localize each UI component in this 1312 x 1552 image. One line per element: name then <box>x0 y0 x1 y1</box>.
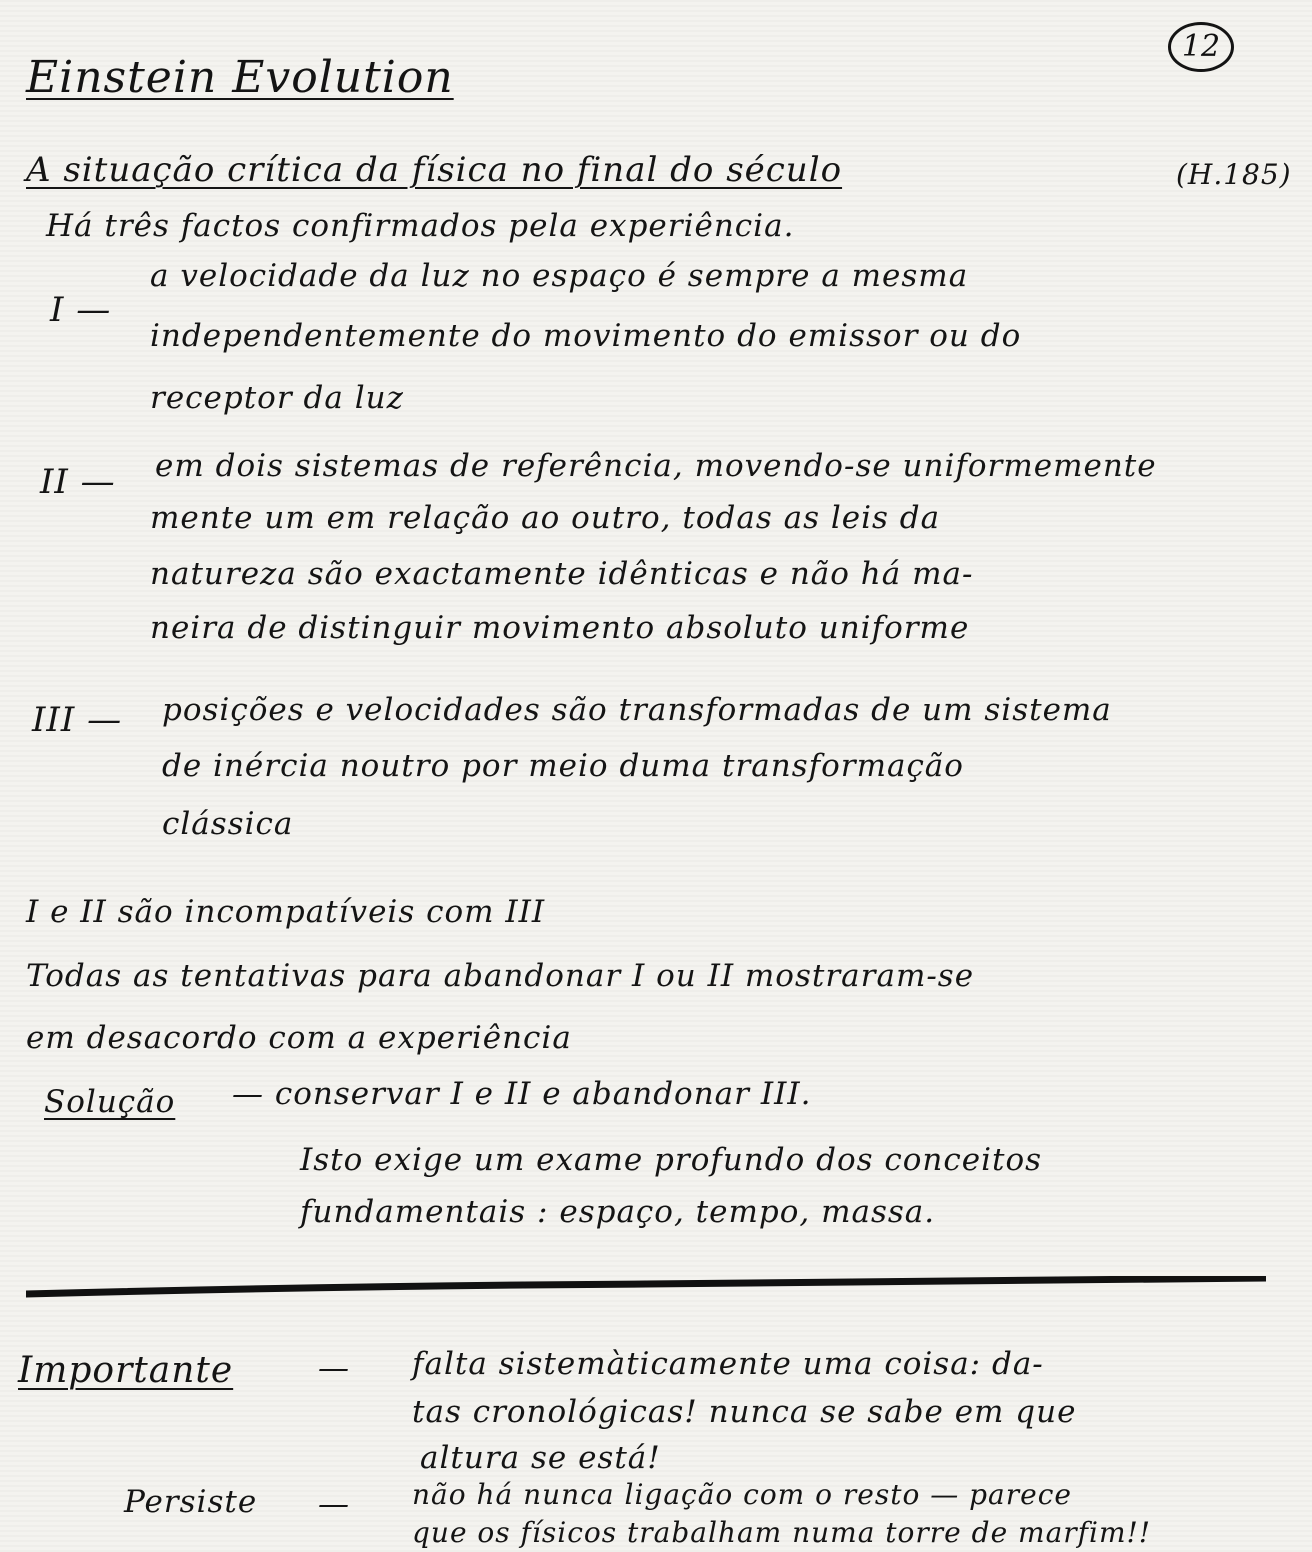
fact-1-line-1: a velocidade da luz no espaço é sempre a mesma <box>150 258 969 294</box>
section-heading: A situação crítica da física no final do século <box>26 150 843 190</box>
fact-2-line-1: em dois sistemas de referência, movendo-se uniformemente <box>155 448 1157 484</box>
important-line-3: altura se está! <box>420 1440 661 1476</box>
conclusion-line-2: Todas as tentativas para abandonar I ou II mostraram-se <box>26 958 975 994</box>
fact-3-line-1: posições e velocidades são transformadas de um sistema <box>162 692 1112 728</box>
fact-1-line-3: receptor da luz <box>150 380 404 416</box>
important-dash: — <box>318 1350 350 1386</box>
page-title: Einstein Evolution <box>26 52 454 103</box>
fact-2-line-4: neira de distinguir movimento absoluto uniforme <box>150 610 970 646</box>
solution-label: Solução <box>44 1084 176 1120</box>
conclusion-line-3: em desacordo com a experiência <box>26 1020 572 1056</box>
section-divider <box>26 1276 1266 1302</box>
solution-note-line-2: fundamentais : espaço, tempo, massa. <box>300 1194 936 1230</box>
persists-label: Persiste <box>124 1484 258 1520</box>
fact-2-line-2: mente um em relação ao outro, todas as leis da <box>150 500 941 536</box>
important-line-1: falta sistemàticamente uma coisa: da- <box>412 1346 1044 1382</box>
fact-1-numeral: I — <box>50 290 112 330</box>
fact-1-line-2: independentemente do movimento do emissor ou do <box>150 318 1022 354</box>
fact-2-line-3: natureza são exactamente idênticas e não há ma- <box>150 556 974 592</box>
persists-line-2: que os físicos trabalham numa torre de marfim!! <box>412 1516 1152 1549</box>
fact-2-numeral: II — <box>40 462 116 502</box>
page-number: 12 <box>1168 22 1234 72</box>
solution-note-line-1: Isto exige um exame profundo dos conceitos <box>300 1142 1043 1178</box>
intro-line: Há três factos confirmados pela experiência. <box>46 208 795 244</box>
fact-3-numeral: III — <box>32 700 123 740</box>
important-line-2: tas cronológicas! nunca se sabe em que <box>412 1394 1077 1430</box>
fact-3-line-3: clássica <box>162 806 294 842</box>
heading-reference: (H.185) <box>1176 158 1292 191</box>
solution-text: — conservar I e II e abandonar III. <box>232 1076 812 1112</box>
persists-line-1: não há nunca ligação com o resto — parece <box>412 1478 1072 1511</box>
fact-3-line-2: de inércia noutro por meio duma transformação <box>162 748 964 784</box>
conclusion-line-1: I e II são incompatíveis com III <box>26 894 546 930</box>
persists-dash: — <box>318 1486 350 1522</box>
important-label: Importante <box>18 1350 234 1391</box>
